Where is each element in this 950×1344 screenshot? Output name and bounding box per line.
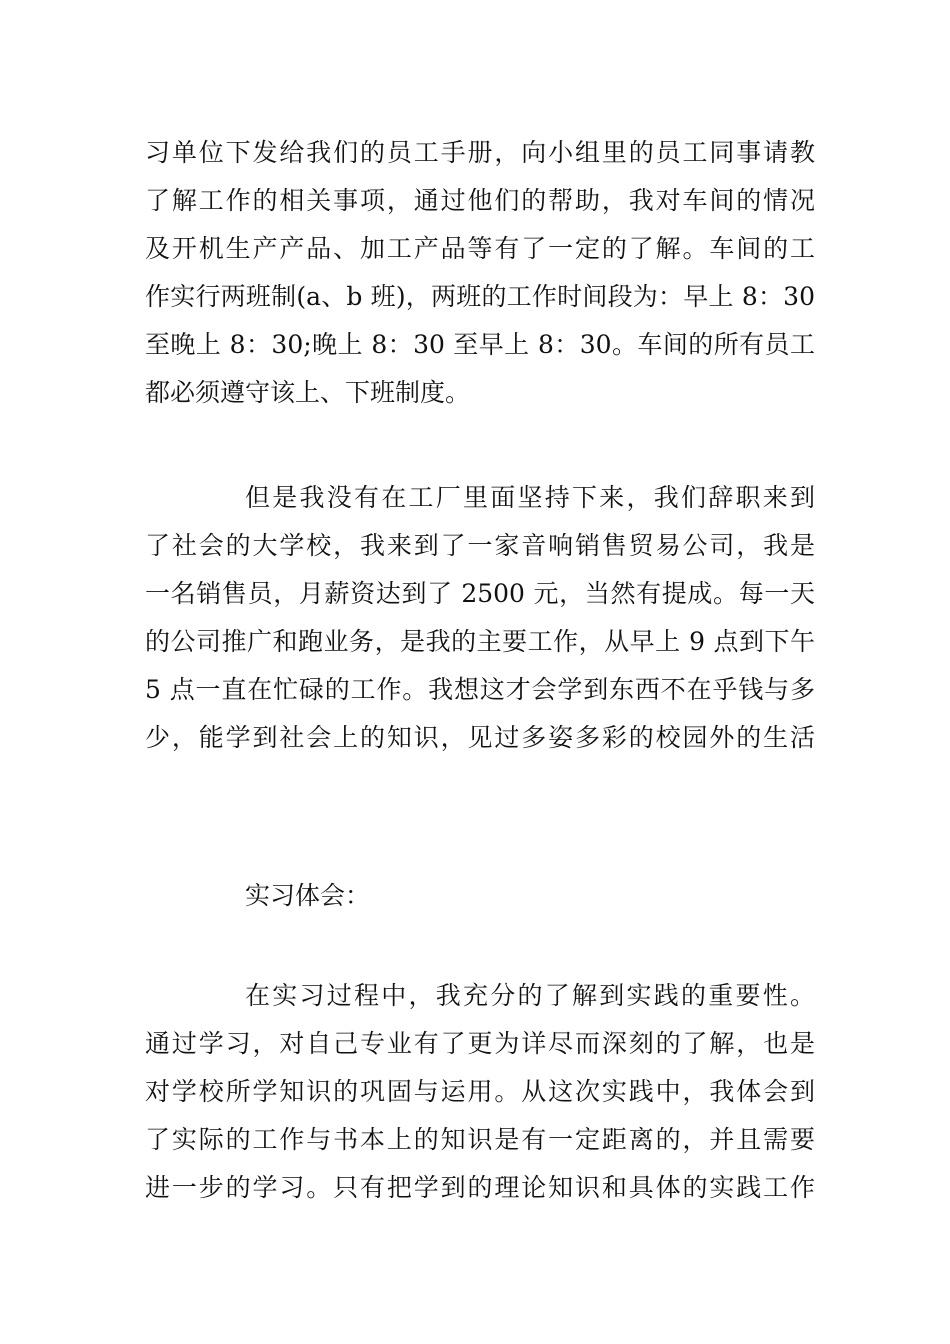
text-line: 了解工作的相关事项，通过他们的帮助，我对车间的情况	[145, 186, 815, 215]
text-line: 的公司推广和跑业务，是我的主要工作，从早上 9 点到下午	[145, 627, 815, 656]
text-line: 对学校所学知识的巩固与运用。从这次实践中，我体会到	[145, 1077, 815, 1106]
text-line: 但是我没有在工厂里面坚持下来，我们辞职来到	[245, 483, 815, 512]
text-line: 一名销售员，月薪资达到了 2500 元，当然有提成。每一天	[145, 579, 815, 608]
text-line: 作实行两班制(a、b 班)，两班的工作时间段为：早上 8：30	[145, 282, 815, 311]
text-line: 了实际的工作与书本上的知识是有一定距离的，并且需要	[145, 1125, 815, 1154]
text-line: 至晚上 8：30;晚上 8：30 至早上 8：30。车间的所有员工	[145, 330, 815, 359]
paragraph-sales-job	[145, 474, 815, 762]
text-line: 了社会的大学校，我来到了一家音响销售贸易公司，我是	[145, 531, 815, 560]
text-line: 进一步的学习。只有把学到的理论知识和具体的实践工作	[145, 1173, 815, 1202]
text-line: 少，能学到社会上的知识，见过多姿多彩的校园外的生活	[145, 723, 815, 752]
text-line: 在实习过程中，我充分的了解到实践的重要性。	[245, 981, 815, 1010]
section-heading: 实习体会：	[245, 881, 371, 910]
text-line: 都必须遵守该上、下班制度。	[145, 378, 471, 407]
text-line: 习单位下发给我们的员工手册，向小组里的员工同事请教	[145, 138, 815, 167]
text-line: 及开机生产产品、加工产品等有了一定的了解。车间的工	[145, 234, 815, 263]
text-line: 5 点一直在忙碌的工作。我想这才会学到东西不在乎钱与多	[145, 675, 815, 704]
text-line: 通过学习，对自己专业有了更为详尽而深刻的了解，也是	[145, 1029, 815, 1058]
paragraph-internship-reflection	[145, 972, 815, 1212]
paragraph-workshop-shifts	[145, 129, 815, 417]
